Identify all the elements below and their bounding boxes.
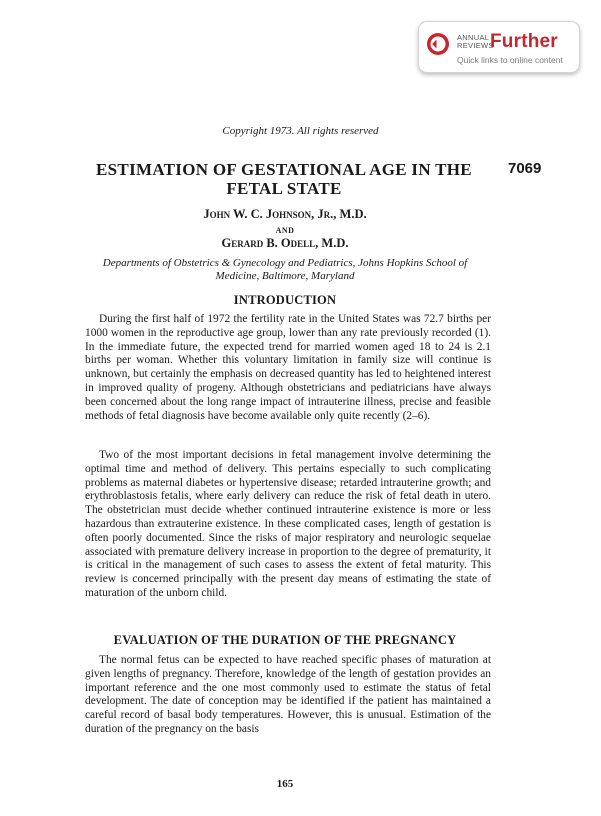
author-first: John W. C. Johnson, Jr., M.D. (203, 207, 367, 221)
badge-subtitle: Quick links to online content (457, 55, 563, 65)
page-number: 165 (276, 778, 294, 790)
paragraph-evaluation-1: The normal fetus can be expected to have reached specific phases of maturation at given lengths of pregnancy. Therefore, knowledge of the length of gestation provides an important reference and the one most commonly used to estimate the status of fetal development. The date of conception may be identified if the patient has maintained a careful record of basal body temperatures. However, this is unusual. Estimation of the duration of the pregnancy on the basis (85, 654, 491, 735)
heading-introduction: INTRODUCTION (233, 293, 337, 307)
heading-evaluation: EVALUATION OF THE DURATION OF THE PREGNANCY (113, 633, 457, 647)
copyright-line: Copyright 1973. All rights reserved (222, 125, 379, 137)
annual-reviews-label: ANNUAL REVIEWS (457, 33, 494, 50)
further-label: Further (490, 31, 558, 52)
paragraph-intro-1: During the first half of 1972 the fertility rate in the United States was 72.7 births per 1000 women in the reproductive age group, lower than any rate previously recorded (1). In the immediate future, the expected trend for married women aged 18 to 24 is 2.1 births per woman. Whether this voluntary limitation in family size will continue is unknown, but certainly the emphasis on decreased quantity has led to heightened interest in improved quality of progeny. Although obstetricians and pediatricians have always been concerned about the long range impact of intrauterine illness, precise and feasible methods of fetal diagnosis have become available only quite recently (2–6). (85, 313, 491, 422)
article-number: 7069 (508, 160, 542, 177)
author-and: AND (275, 226, 295, 235)
article-title: ESTIMATION OF GESTATIONAL AGE IN THE FETAL STATE (96, 160, 472, 198)
affiliation: Departments of Obstetrics & Gynecology and Pediatrics, Johns Hopkins School of Medicine, Baltimore, Maryland (102, 257, 468, 282)
author-second: Gerard B. Odell, M.D. (221, 236, 349, 250)
further-badge[interactable] (418, 21, 580, 73)
play-arrow-icon (426, 32, 450, 56)
paragraph-intro-2: Two of the most important decisions in fetal management involve determining the optimal time and method of delivery. This pertains especially to such complicating problems as maternal diabetes or hypertensive disease; retarded intrauterine growth; and erythroblastosis fetalis, where early delivery can reduce the risk of fetal death in utero. The obstetrician must decide whether continued intrauterine existence is more or less hazardous than extrauterine existence. In these complicated cases, length of gestation is often poorly documented. Since the risks of major respiratory and neurologic sequelae associated with premature delivery increase in proportion to the degree of prematurity, it is critical in the management of such cases to assess the extent of fetal maturity. This review is concerned principally with the present day means of estimating the state of maturation of the unborn child. (85, 449, 491, 599)
